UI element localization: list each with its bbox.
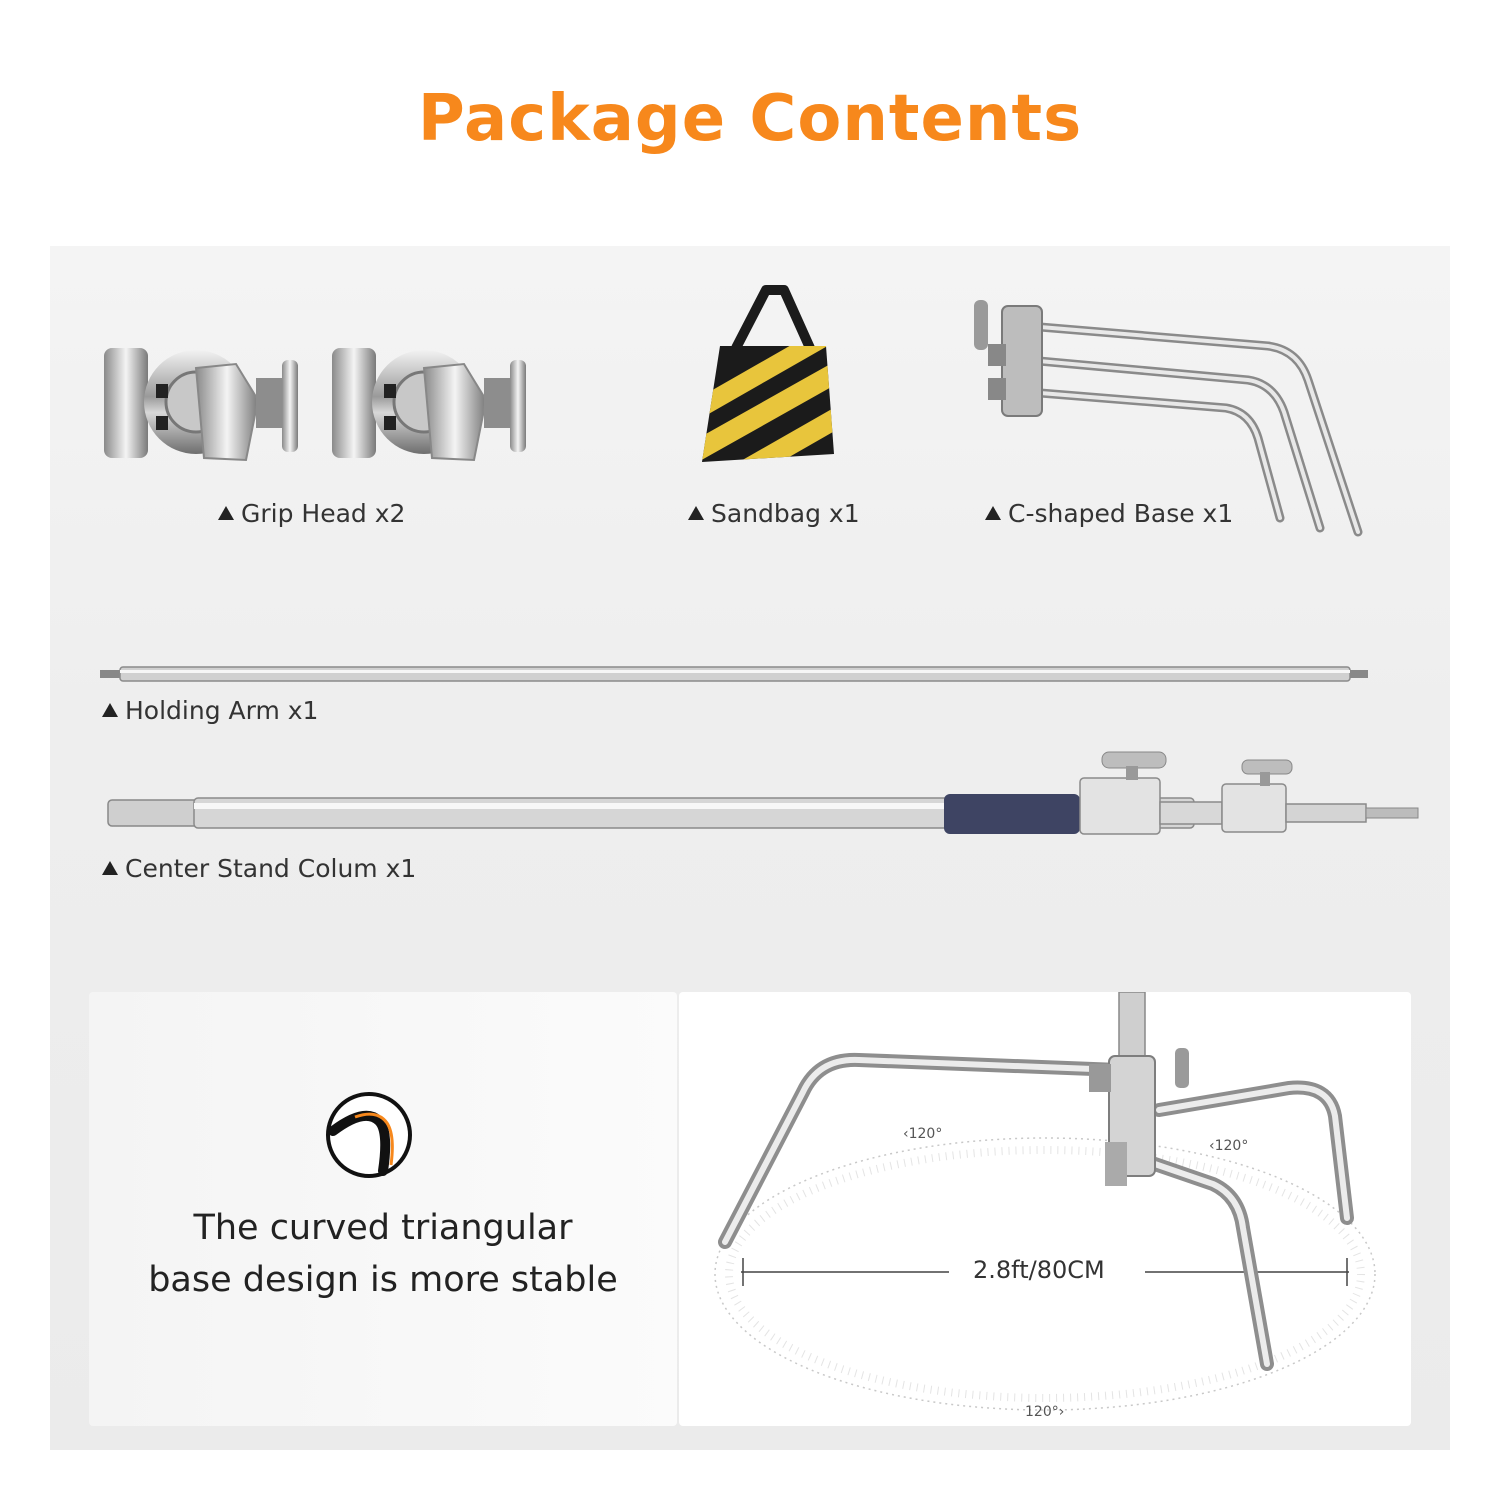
c-shaped-base-label: C-shaped Base x1 bbox=[985, 499, 1233, 528]
base-diagram bbox=[679, 992, 1411, 1426]
sandbag-label: Sandbag x1 bbox=[688, 499, 860, 528]
triangle-bullet-icon bbox=[102, 861, 118, 875]
triangle-bullet-icon bbox=[688, 506, 704, 520]
feature-line-1: The curved triangular bbox=[193, 1208, 573, 1248]
angle-bottom-label: 120°› bbox=[1025, 1404, 1065, 1420]
center-stand-column-label: Center Stand Colum x1 bbox=[102, 854, 416, 883]
feature-text bbox=[89, 1202, 677, 1306]
grip-head-image bbox=[96, 340, 536, 470]
angle-left-label: ‹120° bbox=[903, 1126, 943, 1142]
base-diagram-card bbox=[679, 992, 1411, 1426]
grip-head-label: Grip Head x2 bbox=[218, 499, 405, 528]
center-stand-column-image bbox=[104, 748, 1424, 840]
holding-arm-image bbox=[100, 664, 1370, 684]
angle-right-label: ‹120° bbox=[1209, 1138, 1249, 1154]
diameter-label: 2.8ft/80CM bbox=[955, 1256, 1123, 1284]
holding-arm-label: Holding Arm x1 bbox=[102, 696, 318, 725]
sandbag-image bbox=[698, 284, 838, 466]
curved-base-icon bbox=[325, 1091, 413, 1179]
triangle-bullet-icon bbox=[102, 703, 118, 717]
triangle-bullet-icon bbox=[218, 506, 234, 520]
feature-line-2: base design is more stable bbox=[148, 1260, 618, 1300]
page-title: Package Contents bbox=[417, 82, 1083, 156]
triangle-bullet-icon bbox=[985, 506, 1001, 520]
